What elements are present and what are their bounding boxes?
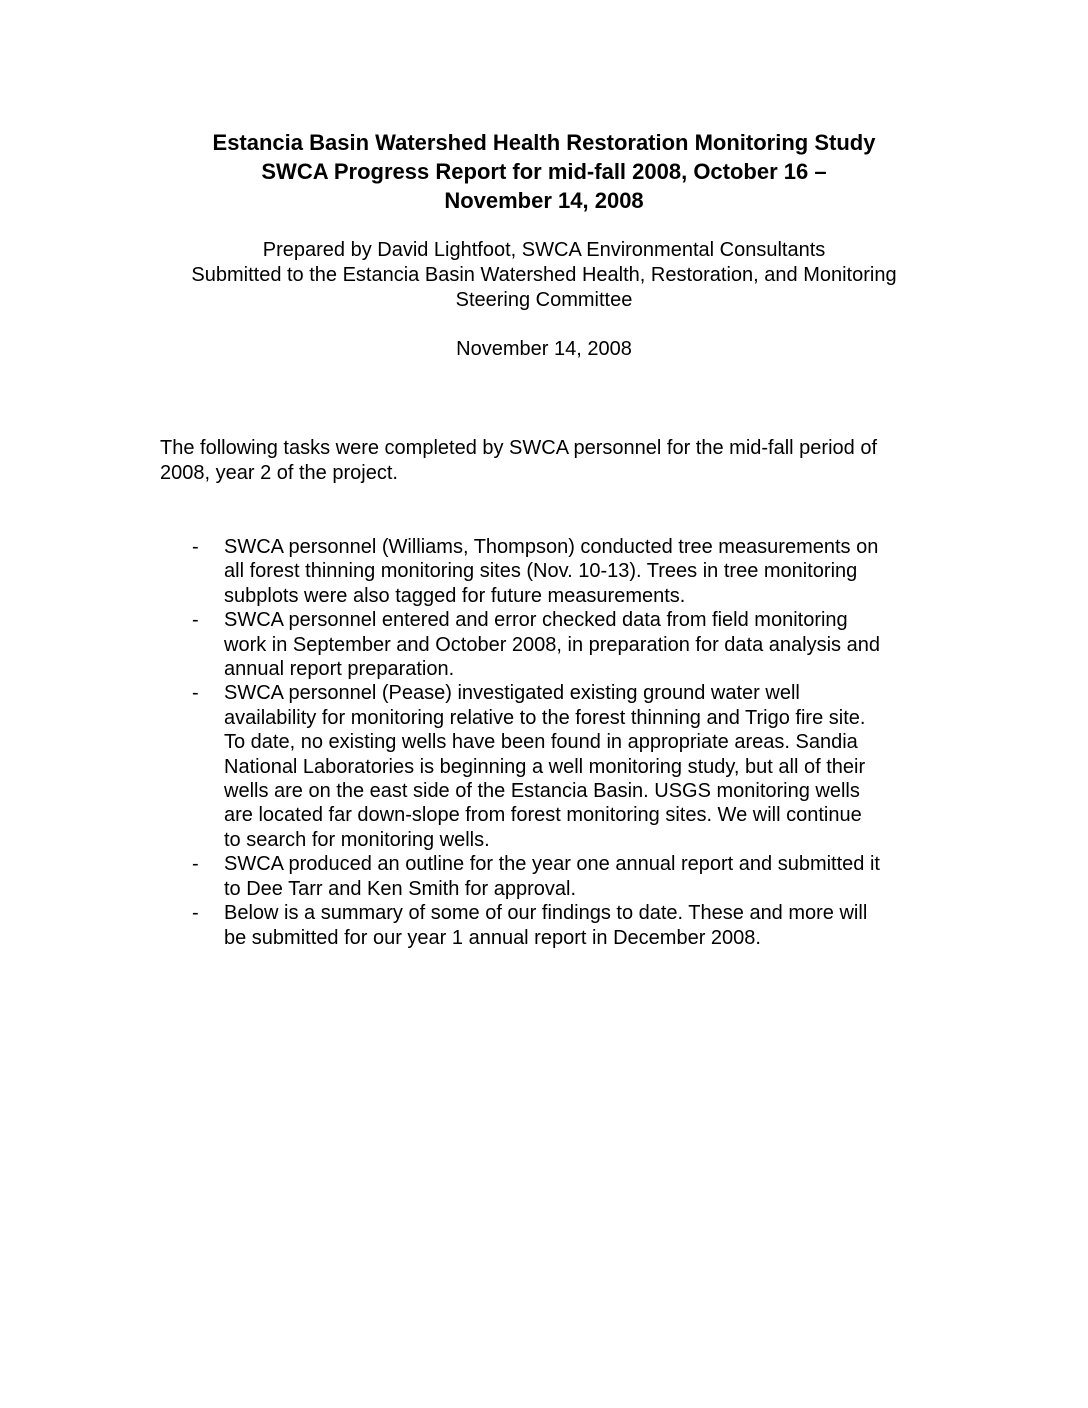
- task-item: [192, 608, 942, 681]
- report-date: November 14, 2008: [456, 338, 632, 360]
- bullet-dash: -: [192, 902, 199, 925]
- task-line: all forest thinning monitoring sites (Nov. 10-13). Trees in tree monitoring: [224, 560, 858, 583]
- bullet-dash: -: [192, 536, 199, 558]
- bullet-dash: -: [192, 682, 199, 705]
- submitted-to-line: Submitted to the Estancia Basin Watershed Health, Restoration, and Monitoring: [191, 264, 897, 286]
- task-line: subplots were also tagged for future measurements.: [224, 584, 686, 607]
- bullet-dash: -: [192, 609, 199, 632]
- intro-paragraph: [160, 436, 940, 486]
- task-line: wells are on the east side of the Estancia Basin. USGS monitoring wells: [224, 780, 860, 803]
- committee-line: Steering Committee: [455, 289, 633, 311]
- task-line: annual report preparation.: [224, 658, 455, 681]
- task-line: SWCA personnel entered and error checked data from field monitoring: [224, 609, 848, 632]
- task-line: to Dee Tarr and Ken Smith for approval.: [224, 877, 577, 900]
- report-title: [150, 128, 938, 215]
- intro-line-1: The following tasks were completed by SWCA personnel for the mid-fall period of: [160, 437, 878, 459]
- title-line-3: November 14, 2008: [444, 188, 644, 213]
- task-item: [192, 535, 942, 608]
- task-item: [192, 681, 942, 852]
- task-line: to search for monitoring wells.: [224, 828, 490, 851]
- prepared-by-line: Prepared by David Lightfoot, SWCA Environmental Consultants: [262, 239, 826, 261]
- title-line-1: Estancia Basin Watershed Health Restoration Monitoring Study: [212, 130, 876, 155]
- prepared-by-block: [150, 238, 938, 313]
- task-list: [192, 535, 942, 950]
- task-line: To date, no existing wells have been found in appropriate areas. Sandia: [224, 731, 858, 754]
- task-line: National Laboratories is beginning a well monitoring study, but all of their: [224, 755, 866, 778]
- task-line: be submitted for our year 1 annual report in December 2008.: [224, 926, 761, 949]
- task-line: SWCA personnel (Pease) investigated existing ground water well: [224, 682, 800, 705]
- task-line: Below is a summary of some of our findings to date. These and more will: [224, 902, 868, 925]
- task-line: SWCA produced an outline for the year one annual report and submitted it: [224, 853, 880, 876]
- bullet-dash: -: [192, 853, 199, 876]
- task-line: availability for monitoring relative to the forest thinning and Trigo fire site.: [224, 706, 866, 729]
- task-line: work in September and October 2008, in preparation for data analysis and: [224, 633, 880, 656]
- task-line: SWCA personnel (Williams, Thompson) conducted tree measurements on: [224, 536, 879, 558]
- task-item: [192, 852, 942, 901]
- intro-line-2: 2008, year 2 of the project.: [160, 462, 398, 484]
- title-line-2: SWCA Progress Report for mid-fall 2008, October 16 –: [261, 159, 827, 184]
- task-line: are located far down-slope from forest monitoring sites. We will continue: [224, 804, 862, 827]
- task-item: [192, 901, 942, 950]
